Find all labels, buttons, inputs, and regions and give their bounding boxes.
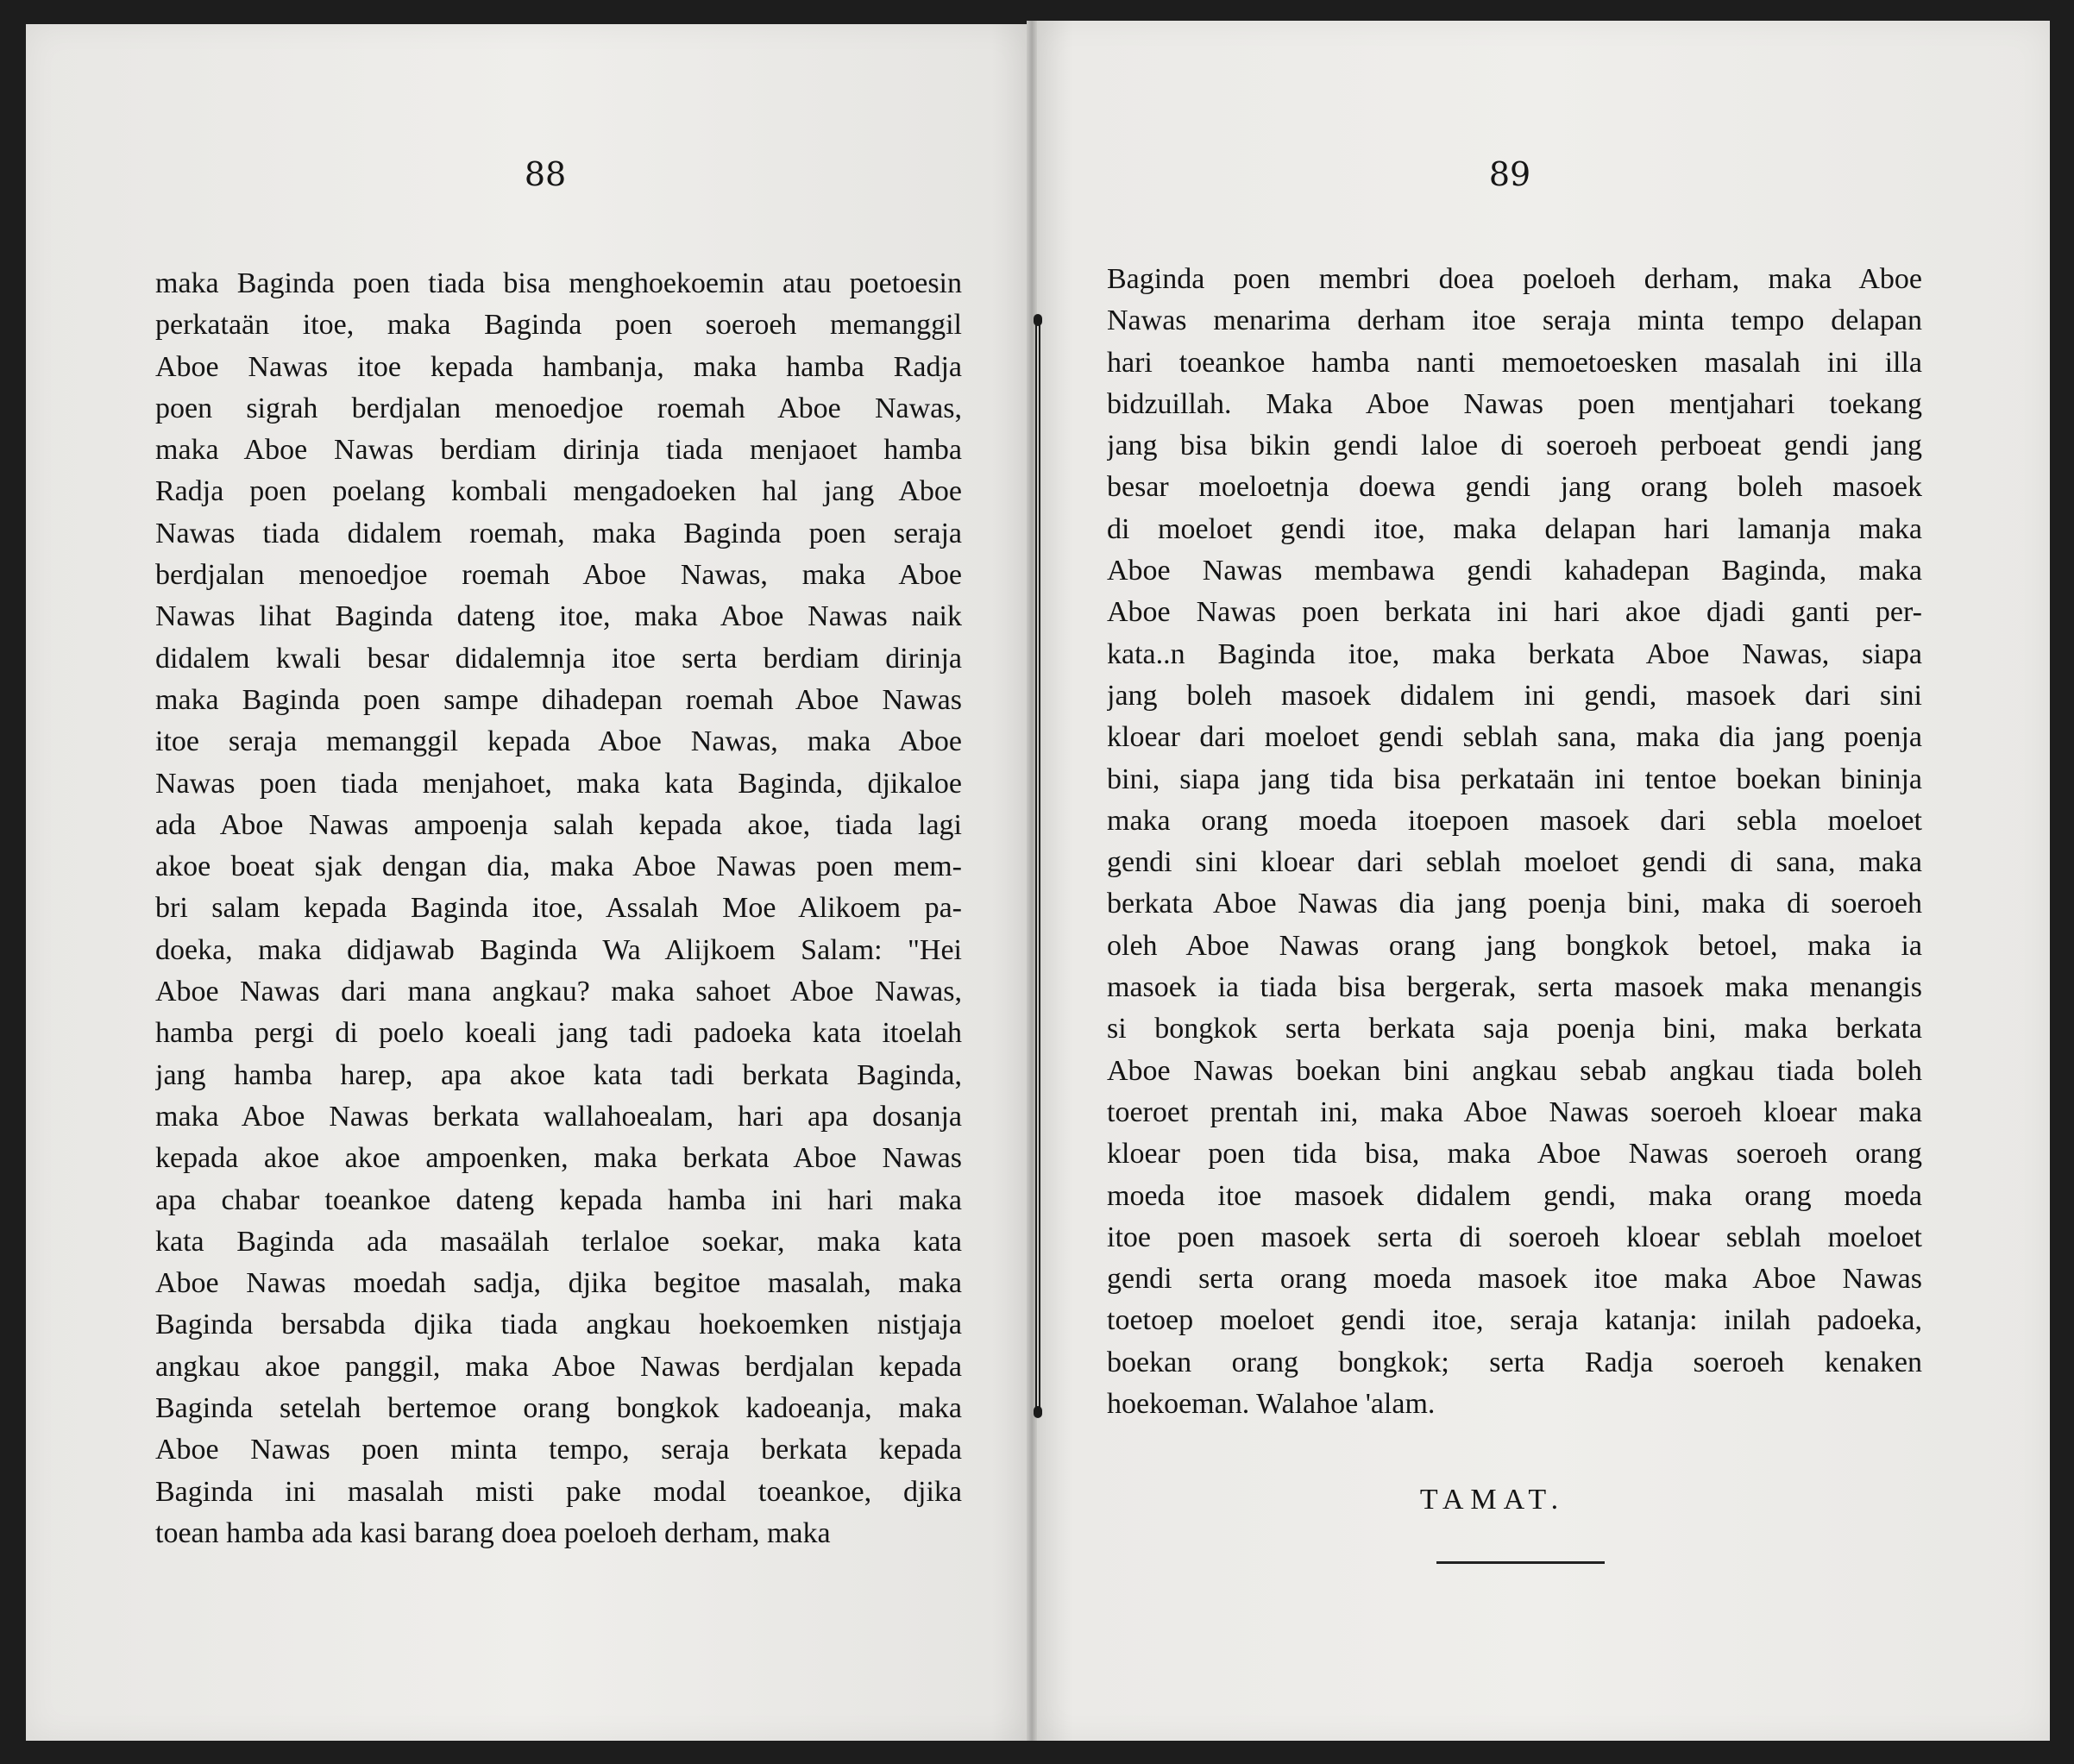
text-line: Aboe Nawas dari mana angkau? maka sahoet Aboe Nawas, — [155, 976, 962, 1008]
text-line: boekan orang bongkok; serta Radja soeroeh kenaken — [1107, 1346, 1922, 1378]
left-page-text — [155, 263, 962, 1554]
text-line: Nawas tiada didalem roemah, maka Baginda poen seraja — [155, 517, 962, 549]
text-line: ada Aboe Nawas ampoenja salah kepada akoe, tiada lagi — [155, 808, 962, 841]
text-line: apa chabar toeankoe dateng kepada hamba ini hari maka — [155, 1183, 962, 1216]
text-line: hari toeankoe hamba nanti memoetoesken masalah ini illa — [1107, 346, 1922, 379]
text-line: toetoep moeloet gendi itoe, seraja katanja: inilah padoeka, — [1107, 1304, 1922, 1337]
text-line: jang boleh masoek didalem ini gendi, masoek dari sini — [1107, 679, 1922, 712]
text-line: kata..n Baginda itoe, maka berkata Aboe Nawas, siapa — [1107, 637, 1922, 670]
text-line: besar moeloetnja doewa gendi jang orang boleh masoek — [1107, 471, 1922, 504]
text-line: Baginda ini masalah misti pake modal toeankoe, djika — [155, 1475, 962, 1508]
text-line: poen sigrah berdjalan menoedjoe roemah Aboe Nawas, — [155, 392, 962, 424]
text-line: Aboe Nawas itoe kepada hambanja, maka hamba Radja — [155, 350, 962, 383]
closing-rule — [1436, 1561, 1605, 1564]
text-line: Aboe Nawas poen minta tempo, seraja berkata kepada — [155, 1434, 962, 1466]
right-page-text — [1107, 259, 1922, 1425]
text-line: akoe boeat sjak dengan dia, maka Aboe Nawas poen mem- — [155, 851, 962, 883]
text-line: berkata Aboe Nawas dia jang poenja bini, maka di soeroeh — [1107, 888, 1922, 920]
text-line: toeroet prentah ini, maka Aboe Nawas soeroeh kloear maka — [1107, 1095, 1922, 1128]
text-line: kloear dari moeloet gendi seblah sana, maka dia jang poenja — [1107, 721, 1922, 754]
text-line: Aboe Nawas membawa gendi kahadepan Baginda, maka — [1107, 555, 1922, 587]
text-line: kloear poen tida bisa, maka Aboe Nawas soeroeh orang — [1107, 1138, 1922, 1171]
text-line: bri salam kepada Baginda itoe, Assalah Moe Alikoem pa- — [155, 892, 962, 925]
text-line: Nawas menarima derham itoe seraja minta tempo delapan — [1107, 304, 1922, 337]
binding-knot-bottom — [1034, 1406, 1042, 1418]
text-line: angkau akoe panggil, maka Aboe Nawas berdjalan kepada — [155, 1350, 962, 1383]
text-line: maka Aboe Nawas berkata wallahoealam, hari apa dosanja — [155, 1100, 962, 1133]
text-line: itoe seraja memanggil kepada Aboe Nawas, maka Aboe — [155, 725, 962, 758]
text-line: jang bisa bikin gendi laloe di soeroeh perboeat gendi jang — [1107, 430, 1922, 462]
text-line: hoekoeman. Walahoe 'alam. — [1107, 1388, 1436, 1421]
text-line: toean hamba ada kasi barang doea poeloeh derham, maka — [155, 1516, 831, 1549]
text-line: oleh Aboe Nawas orang jang bongkok betoel, maka ia — [1107, 929, 1922, 962]
right-page-number: 89 — [1488, 155, 1531, 193]
text-line: bini, siapa jang tida bisa perkataän ini tentoe boekan bininja — [1107, 763, 1922, 795]
text-line: Nawas poen tiada menjahoet, maka kata Baginda, djikaloe — [155, 767, 962, 800]
text-line: di moeloet gendi itoe, maka delapan hari lamanja maka — [1107, 512, 1922, 545]
text-line: perkataän itoe, maka Baginda poen soeroeh memanggil — [155, 309, 962, 342]
text-line: doeka, maka didjawab Baginda Wa Alijkoem Salam: "Hei — [155, 933, 962, 966]
text-line: maka Aboe Nawas berdiam dirinja tiada menjaoet hamba — [155, 434, 962, 467]
left-page-number: 88 — [524, 155, 567, 193]
text-line: moeda itoe masoek didalem gendi, maka orang moeda — [1107, 1179, 1922, 1212]
text-line: Baginda setelah bertemoe orang bongkok kadoeanja, maka — [155, 1392, 962, 1425]
text-line: Radja poen poelang kombali mengadoeken hal jang Aboe — [155, 475, 962, 508]
text-line: Aboe Nawas poen berkata ini hari akoe djadi ganti per- — [1107, 596, 1922, 629]
text-line: Aboe Nawas moedah sadja, djika begitoe masalah, maka — [155, 1267, 962, 1300]
text-line: maka Baginda poen sampe dihadepan roemah Aboe Nawas — [155, 683, 962, 716]
text-line: jang hamba harep, apa akoe kata tadi berkata Baginda, — [155, 1058, 962, 1091]
text-line: gendi sini kloear dari seblah moeloet gendi di sana, maka — [1107, 846, 1922, 879]
binding-thread — [1035, 321, 1040, 1412]
text-line: Aboe Nawas boekan bini angkau sebab angkau tiada boleh — [1107, 1054, 1922, 1087]
text-line: bidzuillah. Maka Aboe Nawas poen mentjahari toekang — [1107, 387, 1922, 420]
text-line: kata Baginda ada masaälah terlaloe soekar, maka kata — [155, 1225, 962, 1258]
text-line: Baginda bersabda djika tiada angkau hoekoemken nistjaja — [155, 1309, 962, 1341]
text-line: Baginda poen membri doea poeloeh derham, maka Aboe — [1107, 263, 1922, 295]
text-line: itoe poen masoek serta di soeroeh kloear seblah moeloet — [1107, 1221, 1922, 1253]
text-line: gendi serta orang moeda masoek itoe maka Aboe Nawas — [1107, 1263, 1922, 1296]
text-line: berdjalan menoedjoe roemah Aboe Nawas, maka Aboe — [155, 559, 962, 592]
text-line: hamba pergi di poelo koeali jang tadi padoeka kata itoelah — [155, 1017, 962, 1050]
text-line: si bongkok serta berkata saja poenja bini, maka berkata — [1107, 1013, 1922, 1045]
text-line: maka Baginda poen tiada bisa menghoekoemin atau poetoesin — [155, 267, 962, 299]
text-line: maka orang moeda itoepoen masoek dari sebla moeloet — [1107, 804, 1922, 837]
text-line: kepada akoe akoe ampoenken, maka berkata Aboe Nawas — [155, 1142, 962, 1175]
text-line: Nawas lihat Baginda dateng itoe, maka Aboe Nawas naik — [155, 600, 962, 633]
binding-knot-top — [1034, 314, 1042, 326]
text-line: masoek ia tiada bisa bergerak, serta masoek maka menangis — [1107, 971, 1922, 1004]
text-line: didalem kwali besar didalemnja itoe serta berdiam dirinja — [155, 642, 962, 675]
closing-word: TAMAT. — [1419, 1484, 1566, 1516]
